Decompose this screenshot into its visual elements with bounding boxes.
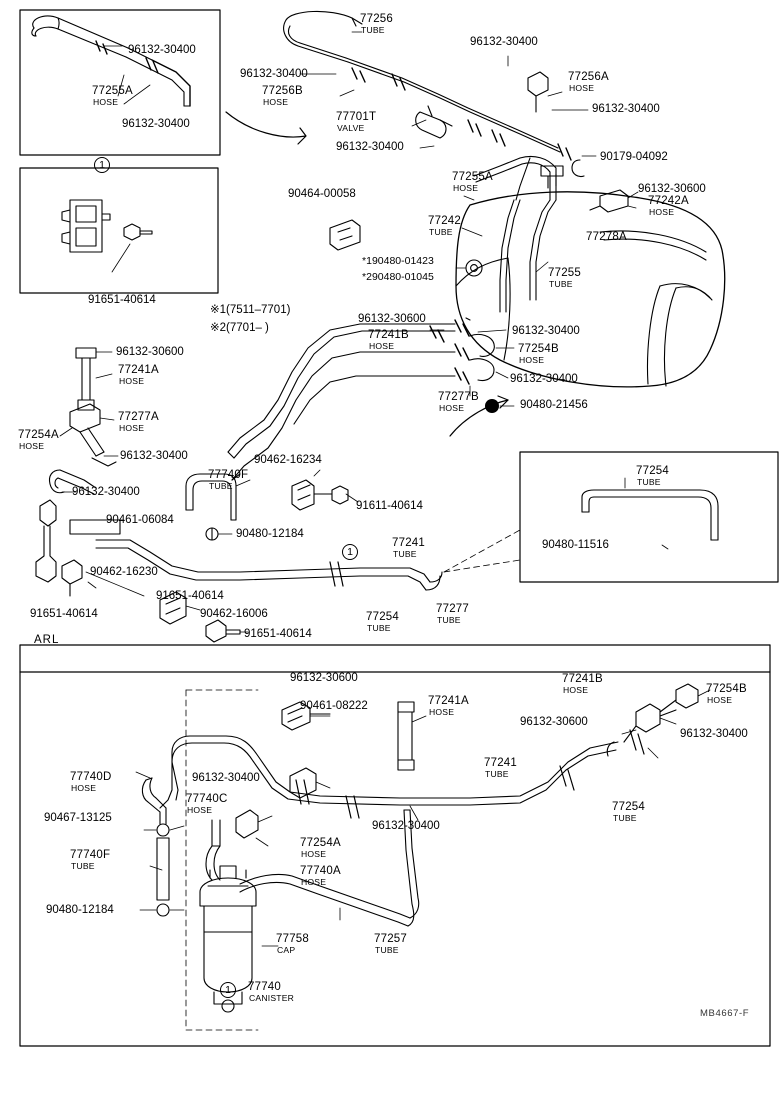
part-number: 96132-30400 xyxy=(336,141,404,153)
part-label-77255: 77255 TUBE xyxy=(548,267,581,289)
part-number: 96132-30600 xyxy=(358,313,426,325)
part-number-90480-12184: 90480-12184 xyxy=(236,528,304,540)
part-number-90462-16234: 90462-16234 xyxy=(254,454,322,466)
part-number: 96132-30400 xyxy=(372,820,440,832)
part-label-77740A: 77740A HOSE xyxy=(300,865,341,887)
part-number: 91651-40614 xyxy=(30,608,98,620)
part-number-90480-11516: 90480-11516 xyxy=(542,539,609,551)
part-number: 96132-30600 xyxy=(638,183,706,195)
part-label-77242: 77242 TUBE xyxy=(428,215,461,237)
part-label-77278A: 77278A xyxy=(586,231,627,243)
part-number: 96132-30400 xyxy=(512,325,580,337)
part-number: 91651-40614 xyxy=(156,590,224,602)
part-label-77256A: 77256A HOSE xyxy=(568,71,609,93)
part-label-77277B: 77277B HOSE xyxy=(438,391,479,413)
part-label-77241-lower: 77241 TUBE xyxy=(484,757,517,779)
part-label-77256B: 77256B HOSE xyxy=(262,85,303,107)
part-number-90480-21456: 90480-21456 xyxy=(520,399,588,411)
part-label-77254B-lower: 77254B HOSE xyxy=(706,683,747,705)
part-number: 91651-40614 xyxy=(88,294,156,306)
part-label-77256: 77256 TUBE xyxy=(360,13,393,35)
part-number: 96132-30600 xyxy=(290,672,358,684)
part-number-91611: 91611-40614 xyxy=(356,500,423,512)
part-number: 96132-30400 xyxy=(122,118,190,130)
part-number-90480-01423: *190480-01423 xyxy=(362,255,434,267)
part-label-77257: 77257 TUBE xyxy=(374,933,407,955)
part-label-77241B-lower: 77241B HOSE xyxy=(562,673,603,695)
part-label-77255A-2: 77255A HOSE xyxy=(452,171,493,193)
part-label-77740D: 77740D HOSE xyxy=(70,771,112,793)
part-number: 96132-30400 xyxy=(120,450,188,462)
callout-circle-3: 1 xyxy=(220,982,236,998)
part-label-77255A: 77255A HOSE xyxy=(92,85,133,107)
part-number: 96132-30600 xyxy=(520,716,588,728)
part-label-77277A: 77277A HOSE xyxy=(118,411,159,433)
part-number: 96132-30400 xyxy=(470,36,538,48)
figure-code: MB4667-F xyxy=(700,1008,750,1019)
part-number-90462-16230: 90462-16230 xyxy=(90,566,158,578)
section-label-arl: ARL xyxy=(34,634,60,646)
part-label-77254: 77254 TUBE xyxy=(366,611,399,633)
part-label-77254A: 77254A HOSE xyxy=(18,429,59,451)
part-number: 96132-30400 xyxy=(192,772,260,784)
part-number-90467: 90467-13125 xyxy=(44,812,112,824)
part-number: 96132-30400 xyxy=(128,44,196,56)
part-number-90461-06084: 90461-06084 xyxy=(106,514,174,526)
part-label-77241A-lower: 77241A HOSE xyxy=(428,695,469,717)
part-label-77254A-lower: 77254A HOSE xyxy=(300,837,341,859)
part-number-90179: 90179-04092 xyxy=(600,151,668,163)
part-label-77277: 77277 TUBE xyxy=(436,603,469,625)
part-number: 96132-30400 xyxy=(72,486,140,498)
part-label-77740F-lower: 77740F TUBE xyxy=(70,849,111,871)
part-label-77740C: 77740C HOSE xyxy=(186,793,228,815)
part-label-77254B: 77254B HOSE xyxy=(518,343,559,365)
part-label-77254-lower: 77254 TUBE xyxy=(612,801,645,823)
part-label-77241: 77241 TUBE xyxy=(392,537,425,559)
part-number-90480-01045: *290480-01045 xyxy=(362,271,434,283)
part-number: 96132-30400 xyxy=(510,373,578,385)
part-label-77740F: 77740F TUBE xyxy=(208,469,249,491)
part-number: 96132-30400 xyxy=(240,68,308,80)
part-number-90461-08222: 90461-08222 xyxy=(300,700,368,712)
callout-circle-1: 1 xyxy=(94,157,110,173)
part-label-77241B: 77241B HOSE xyxy=(368,329,409,351)
part-label-77701T: 77701T VALVE xyxy=(336,111,377,133)
callout-circle-2: 1 xyxy=(342,544,358,560)
part-number-90480-12184-lower: 90480-12184 xyxy=(46,904,114,916)
part-number: 96132-30600 xyxy=(116,346,184,358)
part-label-77242A: 77242A HOSE xyxy=(648,195,689,217)
part-number: 96132-30400 xyxy=(592,103,660,115)
part-label-77241A: 77241A HOSE xyxy=(118,364,159,386)
part-number: 91651-40614 xyxy=(244,628,312,640)
part-label-77740-canister: 77740 CANISTER xyxy=(248,981,295,1003)
part-label-77254-inset: 77254 TUBE xyxy=(636,465,669,487)
part-number-90462-16006: 90462-16006 xyxy=(200,608,268,620)
note-2: ※2(7701– ) xyxy=(210,322,269,334)
note-1: ※1(7511–7701) xyxy=(210,304,291,316)
part-number: 96132-30400 xyxy=(680,728,748,740)
part-number-90464: 90464-00058 xyxy=(288,188,356,200)
part-label-77758: 77758 CAP xyxy=(276,933,309,955)
